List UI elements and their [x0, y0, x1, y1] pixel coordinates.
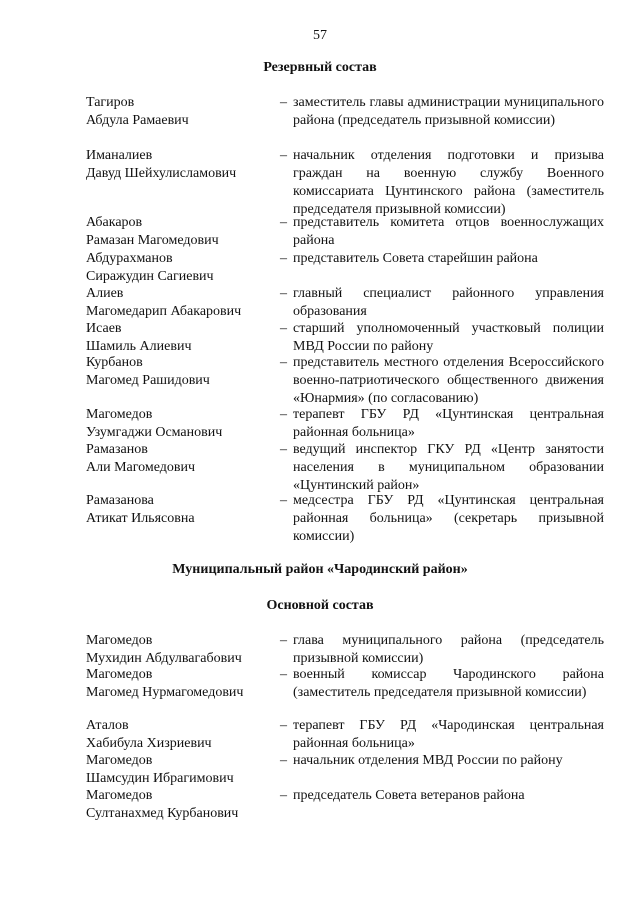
member-given-name: Шамиль Алиевич [86, 339, 192, 354]
dash: – [280, 215, 287, 230]
member-surname: Рамазанов [86, 442, 148, 457]
member-given-name: Рамазан Магомедович [86, 233, 219, 248]
member-surname: Исаев [86, 321, 122, 336]
dash: – [280, 442, 287, 457]
dash: – [280, 788, 287, 803]
member-position-text: старший уполномоченный участковый полиции МВД России по району [293, 321, 604, 354]
dash: – [280, 355, 287, 370]
member-surname: Магомедов [86, 667, 153, 682]
member-given-name: Давуд Шейхулисламович [86, 166, 237, 181]
member-position-text: терапевт ГБУ РД «Чародинская центральная районная больница» [293, 718, 604, 751]
member-name [86, 752, 276, 788]
member-name [86, 492, 276, 528]
dash: – [280, 493, 287, 508]
member-position-text: начальник отделения подготовки и призыва граждан на военную службу Военного комиссариата Цунтинского района (заместитель председателя призывной комиссии) [293, 148, 604, 217]
member-position-text: представитель комитета отцов военнослужащих района [293, 215, 604, 248]
member-given-name: Магомед Нурмагомедович [86, 685, 244, 700]
section-heading-main: Основной состав [266, 598, 374, 613]
member-position-text: представитель местного отделения Всероссийского военно-патриотического общественного движения «Юнармия» (по согласованию) [293, 355, 604, 406]
member-name [86, 94, 276, 130]
member-position [280, 354, 604, 408]
member-position [280, 492, 604, 546]
member-given-name: Атикат Ильясовна [86, 511, 195, 526]
member-surname: Иманалиев [86, 148, 153, 163]
member-name [86, 354, 276, 390]
member-name [86, 320, 276, 356]
member-name [86, 285, 276, 321]
member-position [280, 406, 604, 442]
member-given-name: Абдула Рамаевич [86, 113, 189, 128]
member-position-text: глава муниципального района (председатель призывной комиссии) [293, 633, 604, 666]
member-position-text: начальник отделения МВД России по району [293, 753, 563, 768]
dash: – [280, 321, 287, 336]
member-given-name: Магомедарип Абакарович [86, 304, 242, 319]
member-name [86, 250, 276, 286]
member-surname: Аталов [86, 718, 129, 733]
member-position [280, 441, 604, 495]
dash: – [280, 407, 287, 422]
member-given-name: Шамсудин Ибрагимович [86, 771, 234, 786]
member-position-text: заместитель главы администрации муниципального района (председатель призывной комиссии) [293, 95, 604, 128]
member-position [280, 787, 604, 805]
member-position [280, 147, 604, 219]
member-name [86, 147, 276, 183]
member-name [86, 441, 276, 477]
section-heading-reserve: Резервный состав [263, 60, 377, 75]
member-surname: Магомедов [86, 407, 153, 422]
member-position [280, 285, 604, 321]
member-position [280, 717, 604, 753]
member-position-text: ведущий инспектор ГКУ РД «Центр занятости населения в муниципальном образовании «Цунтинский район» [293, 442, 604, 493]
member-given-name: Мухидин Абдулвагабович [86, 651, 242, 666]
dash: – [280, 633, 287, 648]
member-given-name: Магомед Рашидович [86, 373, 210, 388]
member-position-text: медсестра ГБУ РД «Цунтинская центральная районная больница» (секретарь призывной комиссии) [293, 493, 604, 544]
page-number: 57 [313, 28, 327, 43]
dash: – [280, 251, 287, 266]
member-position [280, 94, 604, 130]
dash: – [280, 148, 287, 163]
member-position [280, 666, 604, 702]
member-position [280, 250, 604, 268]
dash: – [280, 753, 287, 768]
member-position-text: военный комиссар Чародинского района (заместитель председателя призывной комиссии) [293, 667, 604, 700]
member-name [86, 214, 276, 250]
dash: – [280, 95, 287, 110]
member-given-name: Хабибула Хизриевич [86, 736, 212, 751]
member-name [86, 717, 276, 753]
member-surname: Магомедов [86, 788, 153, 803]
member-surname: Магомедов [86, 753, 153, 768]
dash: – [280, 718, 287, 733]
dash: – [280, 286, 287, 301]
member-surname: Абдурахманов [86, 251, 173, 266]
member-name [86, 632, 276, 668]
member-surname: Тагиров [86, 95, 135, 110]
member-surname: Алиев [86, 286, 124, 301]
member-surname: Абакаров [86, 215, 143, 230]
member-surname: Рамазанова [86, 493, 154, 508]
member-name [86, 666, 276, 702]
member-position-text: представитель Совета старейшин района [293, 251, 538, 266]
member-position [280, 752, 604, 770]
member-given-name: Сиражудин Сагиевич [86, 269, 214, 284]
member-position [280, 632, 604, 668]
member-position [280, 214, 604, 250]
member-name [86, 406, 276, 442]
member-name [86, 787, 276, 823]
member-surname: Магомедов [86, 633, 153, 648]
member-given-name: Али Магомедович [86, 460, 196, 475]
member-surname: Курбанов [86, 355, 143, 370]
district-heading: Муниципальный район «Чародинский район» [172, 562, 468, 577]
member-position-text: главный специалист районного управления образования [293, 286, 604, 319]
member-given-name: Султанахмед Курбанович [86, 806, 239, 821]
member-position-text: председатель Совета ветеранов района [293, 788, 525, 803]
member-position-text: терапевт ГБУ РД «Цунтинская центральная районная больница» [293, 407, 604, 440]
member-given-name: Узумгаджи Османович [86, 425, 223, 440]
member-position [280, 320, 604, 356]
dash: – [280, 667, 287, 682]
